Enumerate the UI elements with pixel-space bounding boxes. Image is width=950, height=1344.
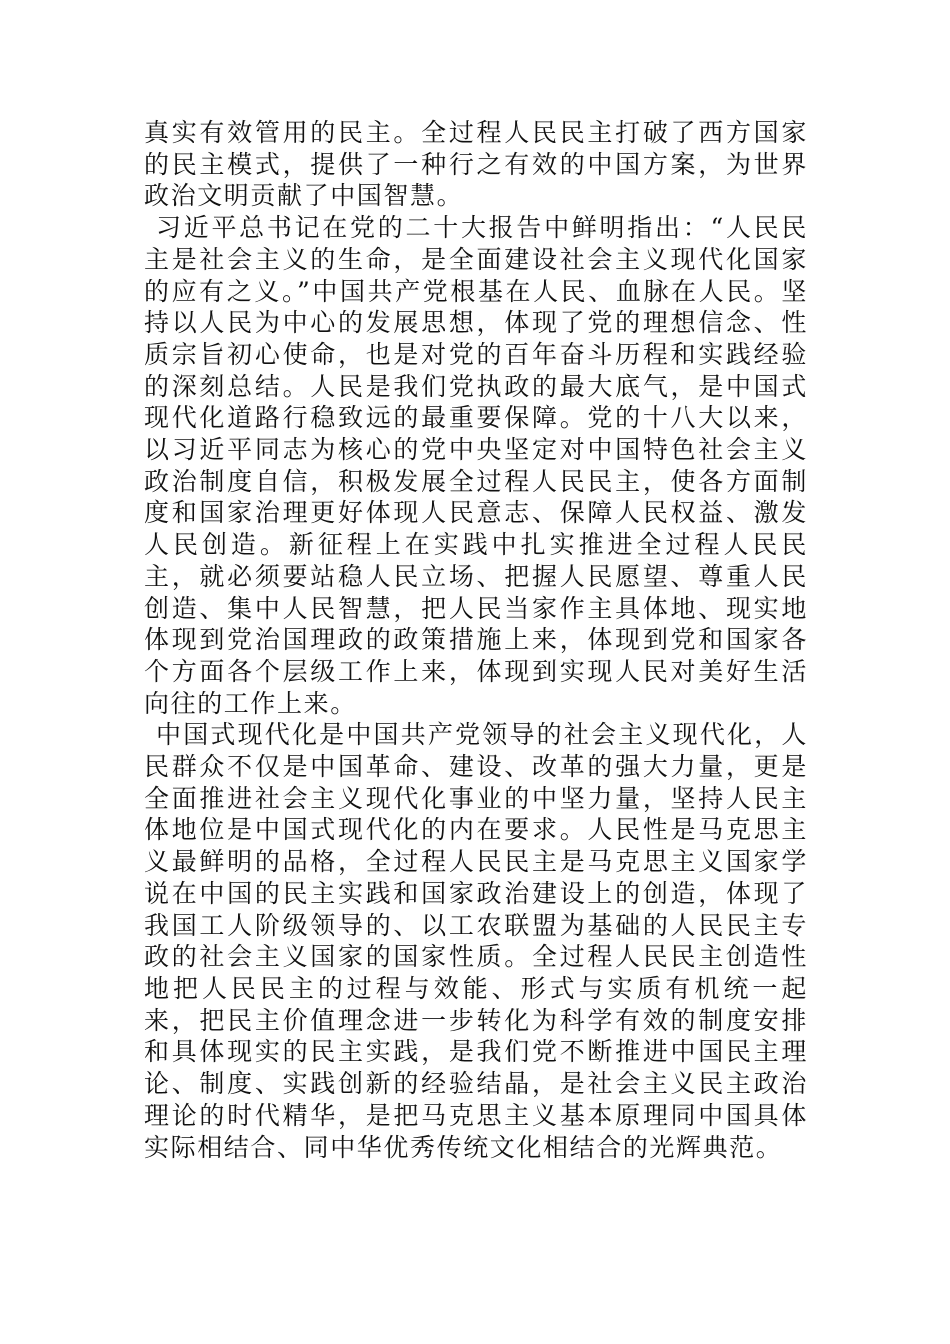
paragraph-3: 中国式现代化是中国共产党领导的社会主义现代化，人民群众不仅是中国革命、建设、改革的强大力量，更是全面推进社会主义现代化事业的中坚力量，坚持人民主体地位是中国式现代化的内在要求。人民性是马克思主义最鲜明的品格，全过程人民民主是马克思主义国家学说在中国的民主实践和国家政治建设上的创造，体现了我国工人阶级领导的、以工农联盟为基础的人民民主专政的社会主义国家的国家性质。全过程人民民主创造性地把人民民主的过程与效能、形式与实质有机统一起来，把民主价值理念进一步转化为科学有效的制度安排和具体现实的民主实践，是我们党不断推进中国民主理论、制度、实践创新的经验结晶，是社会主义民主政治理论的时代精华，是把马克思主义基本原理同中国具体实际相结合、同中华优秀传统文化相结合的光辉典范。 xyxy=(144,720,808,1162)
paragraph-2: 习近平总书记在党的二十大报告中鲜明指出：“人民民主是社会主义的生命，是全面建设社会主义现代化国家的应有之义。”中国共产党根基在人民、血脉在人民。坚持以人民为中心的发展思想，体现了党的理想信念、性质宗旨初心使命，也是对党的百年奋斗历程和实践经验的深刻总结。人民是我们党执政的最大底气，是中国式现代化道路行稳致远的最重要保障。党的十八大以来，以习近平同志为核心的党中央坚定对中国特色社会主义政治制度自信，积极发展全过程人民民主，使各方面制度和国家治理更好体现人民意志、保障人民权益、激发人民创造。新征程上在实践中扎实推进全过程人民民主，就必须要站稳人民立场、把握人民愿望、尊重人民创造、集中人民智慧，把人民当家作主具体地、现实地体现到党治国理政的政策措施上来，体现到党和国家各个方面各个层级工作上来，体现到实现人民对美好生活向往的工作上来。 xyxy=(144,213,808,718)
document-body xyxy=(144,117,808,1163)
paragraph-1: 真实有效管用的民主。全过程人民民主打破了西方国家的民主模式，提供了一种行之有效的中国方案，为世界政治文明贡献了中国智慧。 xyxy=(144,118,808,211)
